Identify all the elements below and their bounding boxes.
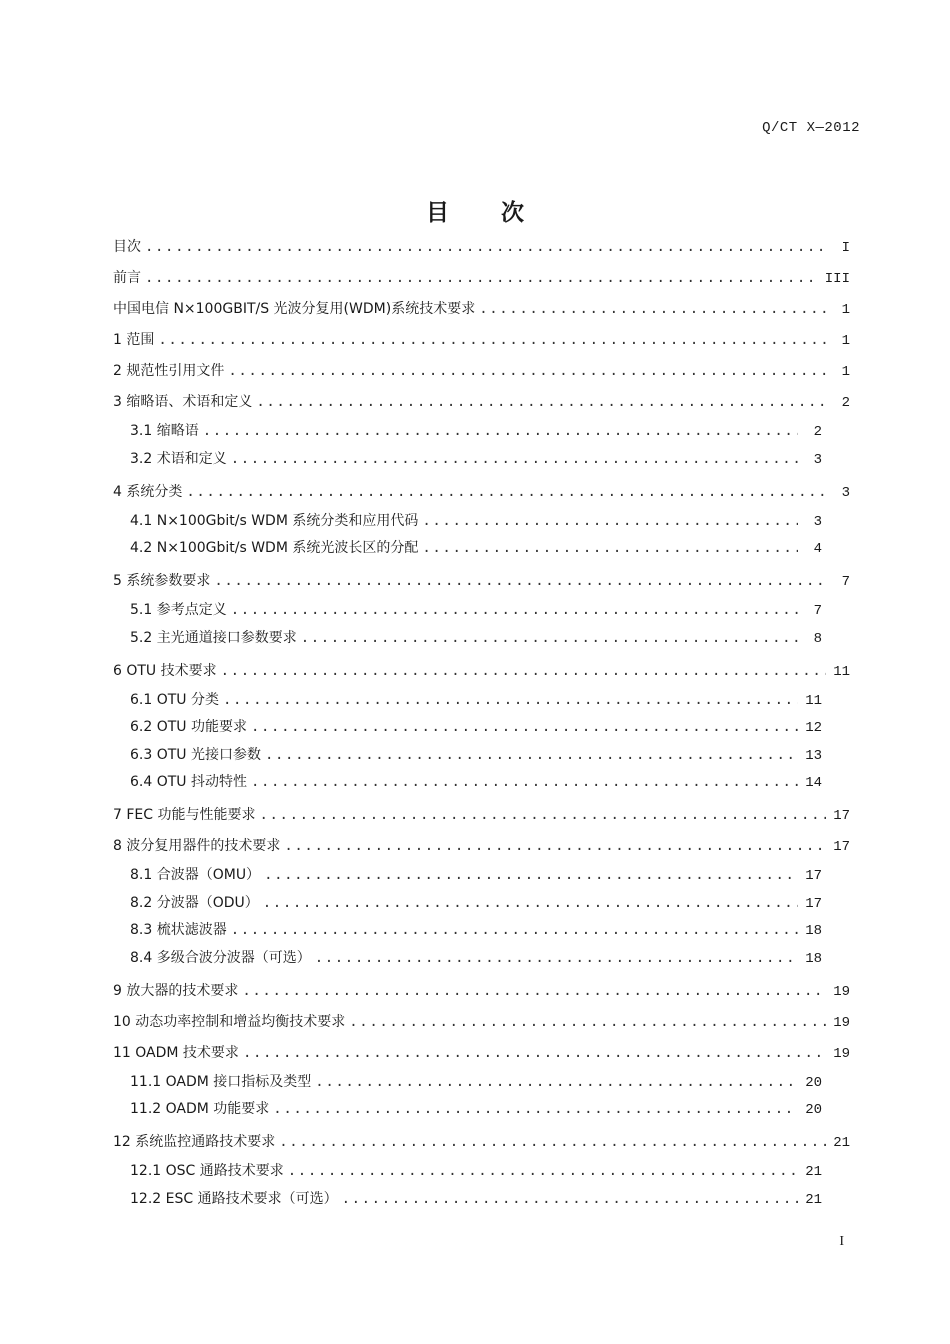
- toc-entry-page: III: [824, 271, 850, 287]
- toc-dot-leader: [186, 477, 826, 508]
- toc-entry[interactable]: [113, 325, 850, 356]
- toc-entry[interactable]: [113, 1038, 850, 1069]
- toc-entry-page: 21: [833, 1135, 850, 1151]
- toc-dot-leader: [145, 263, 819, 294]
- toc-entry-page: 8: [813, 630, 822, 647]
- toc-dot-leader: [273, 1096, 798, 1124]
- toc-dot-leader: [231, 446, 798, 474]
- toc-dot-leader: [243, 1038, 826, 1069]
- toc-entry-label: 11.1 OADM 接口指标及类型: [130, 1073, 312, 1090]
- toc-dot-leader: [342, 1186, 798, 1214]
- toc-dot-leader: [231, 597, 798, 625]
- toc-dot-leader: [263, 890, 798, 918]
- toc-entry-page: 17: [833, 808, 850, 824]
- toc-entry-label: 2 规范性引用文件: [113, 363, 225, 379]
- toc-dot-leader: [284, 831, 826, 862]
- toc-entry-label: 8.2 分波器（ODU）: [130, 894, 259, 911]
- toc-entry-label: 6.4 OTU 抖动特性: [130, 774, 247, 790]
- toc-entry-page: 19: [833, 983, 850, 1000]
- toc-entry-page: 1: [841, 302, 850, 318]
- toc-entry-page: 19: [833, 1014, 850, 1031]
- toc-entry[interactable]: [113, 890, 850, 918]
- toc-entry-label: 8.4 多级合波分波器（可选）: [130, 949, 311, 966]
- toc-dot-leader: [251, 769, 798, 797]
- toc-entry-label: 中国电信 N×100GBIT/S 光波分复用(WDM)系统技术要求: [113, 301, 476, 317]
- toc-dot-leader: [223, 687, 798, 715]
- toc-entry[interactable]: [113, 356, 850, 387]
- toc-entry[interactable]: [113, 714, 850, 742]
- toc-entry-page: 20: [805, 1074, 822, 1091]
- toc-entry-page: 1: [841, 333, 850, 349]
- toc-entry[interactable]: [113, 263, 850, 294]
- toc-entry-label: 目次: [113, 239, 141, 255]
- toc-entry[interactable]: [113, 446, 850, 474]
- toc-entry-label: 5 系统参数要求: [113, 573, 211, 589]
- toc-entry[interactable]: [113, 1069, 850, 1097]
- toc-dot-leader: [288, 1158, 798, 1186]
- toc-dot-leader: [279, 1127, 826, 1158]
- toc-title: 目次: [426, 200, 576, 226]
- toc-entry-label: 10 动态功率控制和增益均衡技术要求: [113, 1013, 346, 1030]
- toc-entry-page: 7: [813, 603, 822, 619]
- toc-entry-page: 1: [841, 364, 850, 380]
- toc-entry-label: 6.1 OTU 分类: [130, 691, 219, 708]
- toc-entry[interactable]: [113, 232, 850, 263]
- toc-entry-page: 18: [805, 950, 822, 967]
- toc-entry-page: 11: [833, 663, 850, 680]
- toc-entry-label: 5.2 主光通道接口参数要求: [130, 629, 297, 646]
- toc-dot-leader: [315, 945, 798, 973]
- toc-entry-label: 8 波分复用器件的技术要求: [113, 838, 281, 854]
- toc-dot-leader: [256, 387, 826, 418]
- toc-entry-label: 8.3 梳状滤波器: [130, 922, 227, 938]
- toc-entry-page: 3: [813, 513, 822, 530]
- toc-dot-leader: [422, 535, 798, 563]
- toc-dot-leader: [301, 625, 798, 653]
- toc-entry-label: 11 OADM 技术要求: [113, 1044, 239, 1061]
- toc-entry-label: 6.3 OTU 光接口参数: [130, 746, 261, 763]
- toc-dot-leader: [479, 294, 826, 325]
- toc-entry-label: 4.1 N×100Gbit/s WDM 系统分类和应用代码: [130, 512, 419, 529]
- toc-entry-page: 13: [805, 747, 822, 764]
- toc-entry[interactable]: [113, 1096, 850, 1124]
- toc-entry[interactable]: [113, 1186, 850, 1214]
- toc-dot-leader: [203, 418, 798, 446]
- toc-entry[interactable]: [113, 418, 850, 446]
- toc-dot-leader: [251, 714, 798, 742]
- toc-entry-page: 21: [805, 1191, 822, 1208]
- toc-dot-leader: [242, 976, 826, 1007]
- toc-entry-page: 7: [841, 574, 850, 590]
- toc-dot-leader: [259, 800, 826, 831]
- toc-entry-label: 12.2 ESC 通路技术要求（可选）: [130, 1190, 338, 1207]
- toc-entry[interactable]: [113, 508, 850, 536]
- toc-entry[interactable]: [113, 387, 850, 418]
- toc-entry[interactable]: [113, 862, 850, 890]
- toc-dot-leader: [145, 232, 826, 263]
- toc-entry[interactable]: [113, 742, 850, 770]
- toc-entry-label: 3.2 术语和定义: [130, 450, 227, 467]
- toc-entry-label: 前言: [113, 270, 141, 286]
- toc-entry-label: 7 FEC 功能与性能要求: [113, 807, 256, 823]
- toc-entry[interactable]: [113, 656, 850, 687]
- toc-dot-leader: [422, 508, 798, 536]
- toc-entry[interactable]: [113, 831, 850, 862]
- toc-entry[interactable]: [113, 1127, 850, 1158]
- toc-entry[interactable]: [113, 1158, 850, 1186]
- toc-entry-page: 2: [841, 395, 850, 411]
- toc-entry-page: 12: [805, 720, 822, 736]
- toc-entry[interactable]: [113, 294, 850, 325]
- toc-entry-label: 4.2 N×100Gbit/s WDM 系统光波长区的分配: [130, 540, 419, 556]
- toc-dot-leader: [265, 742, 798, 770]
- toc-entry[interactable]: [113, 597, 850, 625]
- page-number: I: [839, 1234, 844, 1249]
- toc-entry[interactable]: [113, 1007, 850, 1038]
- toc-entry-page: 20: [805, 1102, 822, 1118]
- toc-entry-page: 3: [813, 451, 822, 468]
- toc-entry-label: 5.1 参考点定义: [130, 602, 227, 618]
- table-of-contents: [113, 232, 850, 1213]
- toc-entry-label: 8.1 合波器（OMU）: [130, 867, 261, 883]
- toc-entry-label: 4 系统分类: [113, 483, 183, 500]
- toc-entry-page: 4: [813, 541, 822, 557]
- toc-entry-label: 3 缩略语、术语和定义: [113, 394, 253, 410]
- toc-entry-label: 1 范围: [113, 332, 155, 348]
- toc-entry-page: 17: [805, 868, 822, 884]
- toc-dot-leader: [228, 356, 826, 387]
- toc-entry-page: 17: [833, 839, 850, 855]
- toc-entry[interactable]: [113, 687, 850, 715]
- toc-entry-page: 18: [805, 923, 822, 939]
- toc-entry-label: 6 OTU 技术要求: [113, 662, 217, 679]
- toc-entry-page: 14: [805, 775, 822, 791]
- toc-entry-page: 17: [805, 895, 822, 912]
- toc-dot-leader: [231, 917, 798, 945]
- toc-entry-page: 19: [833, 1045, 850, 1062]
- toc-entry[interactable]: [113, 945, 850, 973]
- toc-entry-label: 11.2 OADM 功能要求: [130, 1101, 270, 1117]
- toc-dot-leader: [158, 325, 826, 356]
- toc-dot-leader: [221, 656, 826, 687]
- toc-entry[interactable]: [113, 566, 850, 597]
- toc-entry[interactable]: [113, 769, 850, 797]
- toc-dot-leader: [264, 862, 798, 890]
- toc-dot-leader: [349, 1007, 826, 1038]
- toc-entry-page: 11: [805, 692, 822, 709]
- toc-entry-page: 3: [841, 484, 850, 501]
- toc-entry[interactable]: [113, 800, 850, 831]
- document-code: Q/CT X—2012: [762, 120, 860, 136]
- toc-entry-page: 2: [813, 424, 822, 440]
- toc-entry-label: 12.1 OSC 通路技术要求: [130, 1163, 284, 1179]
- toc-entry[interactable]: [113, 625, 850, 653]
- toc-entry-label: 9 放大器的技术要求: [113, 982, 239, 999]
- toc-entry-label: 6.2 OTU 功能要求: [130, 719, 247, 735]
- toc-entry-page: I: [841, 240, 850, 256]
- toc-entry-label: 3.1 缩略语: [130, 423, 199, 439]
- toc-entry[interactable]: [113, 535, 850, 563]
- toc-entry[interactable]: [113, 917, 850, 945]
- toc-dot-leader: [315, 1069, 798, 1097]
- toc-entry[interactable]: [113, 477, 850, 508]
- toc-entry-label: 12 系统监控通路技术要求: [113, 1134, 276, 1150]
- toc-dot-leader: [214, 566, 826, 597]
- toc-entry[interactable]: [113, 976, 850, 1007]
- toc-entry-page: 21: [805, 1164, 822, 1180]
